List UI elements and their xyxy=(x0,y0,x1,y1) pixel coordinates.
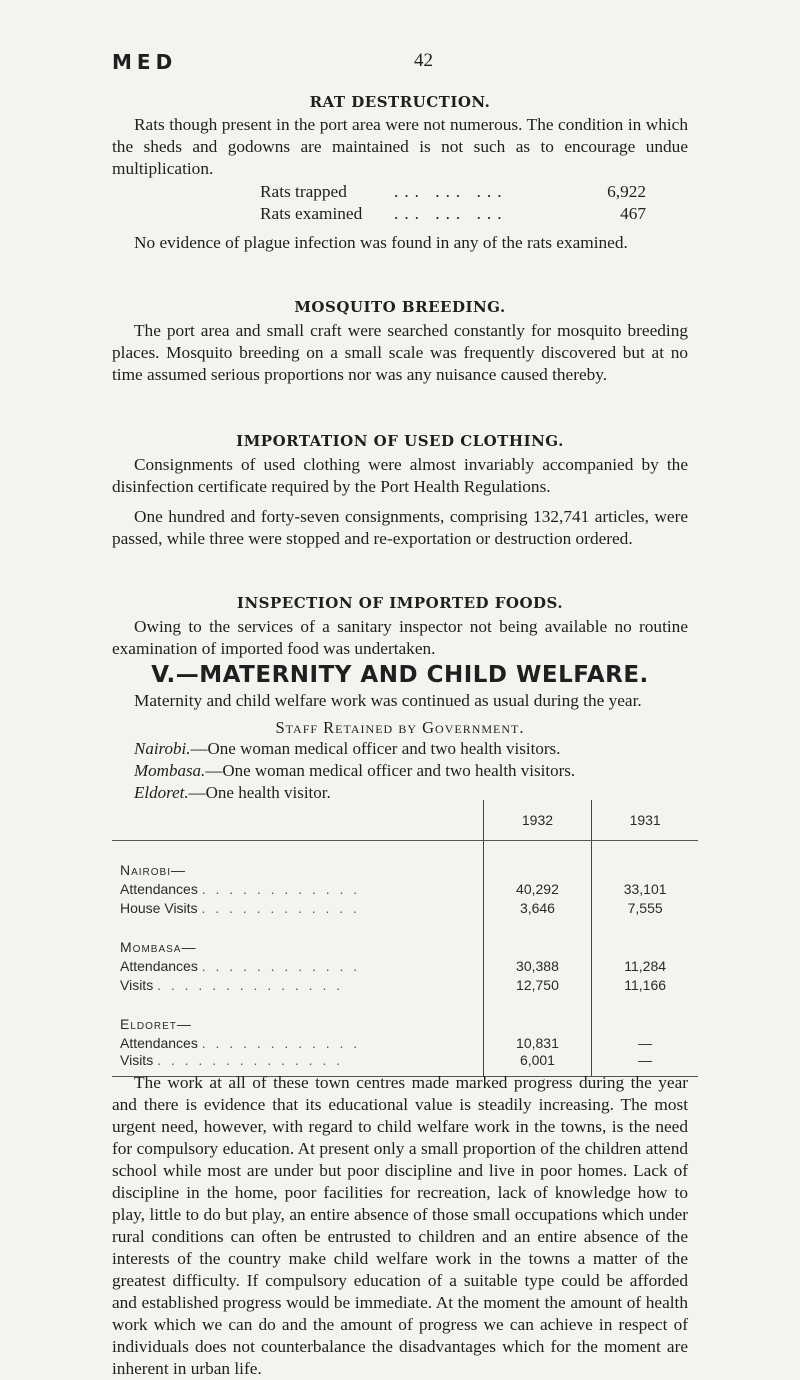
column-header: 1932 xyxy=(483,800,592,841)
column-header: 1931 xyxy=(592,800,698,841)
chapter-heading: V.—MATERNITY AND CHILD WELFARE. xyxy=(151,662,649,688)
section-heading: MOSQUITO BREEDING. xyxy=(294,298,506,316)
paragraph: The work at all of these town centres made marked progress during the year and there is evidence that its educational value is steadily increasing. The most urgent need, however, with regard to child welfare work in the towns, is the need for compulsory education. At present only a small proportion of the children attend school while most are under but poor discipline and live in poor homes. Lack of discipline in the home, poor facilities for recreation, lack of knowledge how to play, little to do but play, an entire absence of those small occupations which under rural conditions can often be entrusted to children and an entire absence of the interests of the country make child welfare work in the towns a matter of the greatest difficulty. If compulsory education of a suitable type could be afforded and established progress would be immediate. At the moment the amount of health work which we can do and the amount of progress we can achieve in respect of individuals does not counterbalance the disadvantages which for the moment are inherent in urban life. xyxy=(112,1073,688,1378)
section-rat-destruction xyxy=(112,93,688,254)
welfare-statistics-table xyxy=(112,800,698,1077)
paragraph: One hundred and forty-seven consignments, comprising 132,741 articles, were passed, while three were stopped and re-exportation or destruction ordered. xyxy=(112,507,688,548)
running-head xyxy=(112,50,672,76)
rat-stat-row: Rats trapped ... ... ... 6,922 xyxy=(260,182,646,201)
table-row: Attendances . . . . . . . . . . . . 10,831 — xyxy=(112,1033,698,1052)
paragraph: Consignments of used clothing were almost invariably accompanied by the disinfection certificate required by the Port Health Regulations. xyxy=(112,455,688,496)
paragraph: Rats though present in the port area were not numerous. The condition in which the sheds and godowns are maintained is not such as to encourage undue multiplication. xyxy=(112,115,688,178)
table-row: Visits . . . . . . . . . . . . . . 6,001 — xyxy=(112,1052,698,1077)
staff-heading: Staff Retained by Government. xyxy=(275,718,525,737)
table-header-row xyxy=(112,800,698,841)
table-row: House Visits . . . . . . . . . . . . 3,646 7,555 xyxy=(112,898,698,917)
staff-line: Mombasa.—One woman medical officer and two health visitors. xyxy=(134,761,576,780)
paragraph: No evidence of plague infection was found in any of the rats examined. xyxy=(134,233,628,252)
section-imported-foods xyxy=(112,594,688,660)
section-heading: INSPECTION OF IMPORTED FOODS. xyxy=(236,594,564,612)
rat-stat-row: Rats examined ... ... ... 467 xyxy=(260,204,646,223)
paragraph: The port area and small craft were searched constantly for mosquito breeding places. Mosquito breeding on a small scale was frequently discovered but at no time assumed serious proportions nor was any nuisance caused thereby. xyxy=(112,321,688,384)
town-row: Eldoret— xyxy=(112,1014,698,1033)
section-heading: IMPORTATION OF USED CLOTHING. xyxy=(236,432,564,450)
section-used-clothing xyxy=(112,432,688,550)
section-maternity xyxy=(112,662,688,804)
paragraph: Maternity and child welfare work was continued as usual during the year. xyxy=(134,691,642,710)
section-mosquito xyxy=(112,298,688,386)
staff-line: Nairobi.—One woman medical officer and two health visitors. xyxy=(134,739,561,758)
town-row: Nairobi— xyxy=(112,860,698,879)
page-number: 42 xyxy=(414,50,433,71)
section-closing xyxy=(112,1072,688,1380)
table-row: Attendances . . . . . . . . . . . . 40,292 33,101 xyxy=(112,879,698,898)
paragraph: Owing to the services of a sanitary inspector not being available no routine examination of imported food was undertaken. xyxy=(112,617,688,658)
running-head-title: MED xyxy=(112,50,178,74)
table-row: Visits . . . . . . . . . . . . . . 12,750 11,166 xyxy=(112,975,698,994)
town-row: Mombasa— xyxy=(112,937,698,956)
rat-stats xyxy=(112,182,688,226)
section-heading: RAT DESTRUCTION. xyxy=(309,93,491,111)
table-row: Attendances . . . . . . . . . . . . 30,388 11,284 xyxy=(112,956,698,975)
staff-line: Eldoret.—One health visitor. xyxy=(134,783,331,802)
